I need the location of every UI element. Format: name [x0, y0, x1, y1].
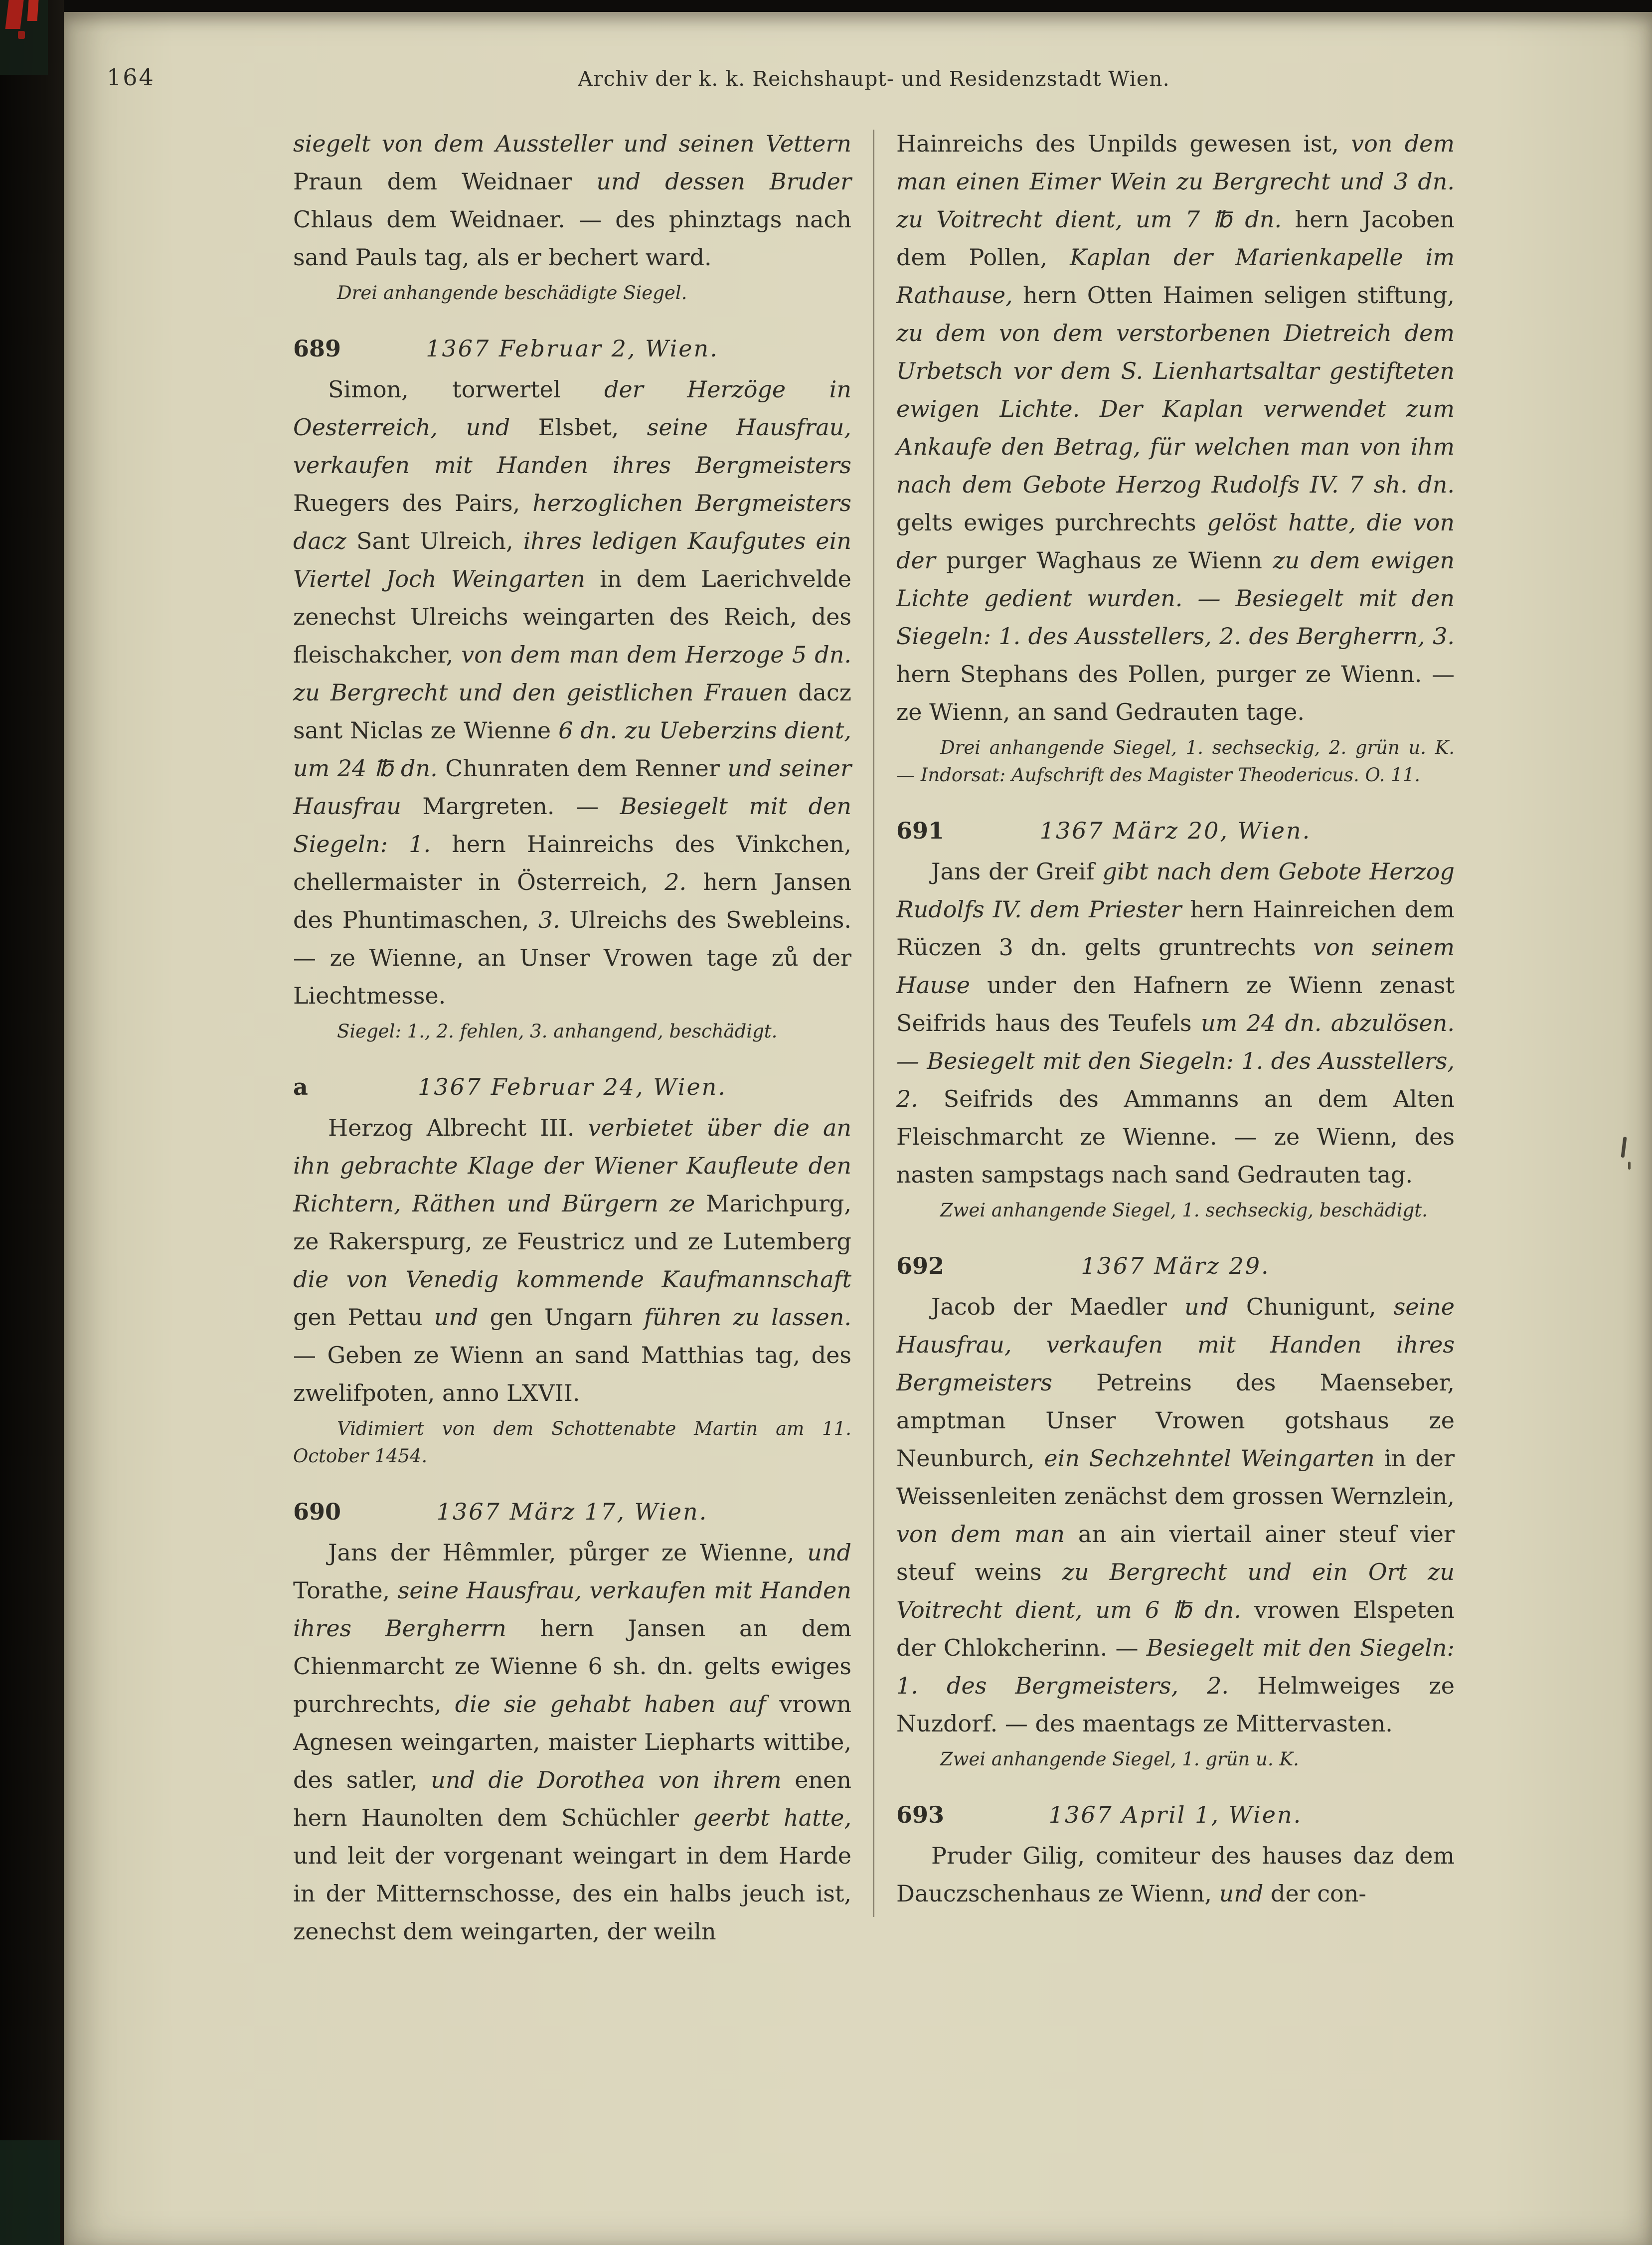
entry-body: Simon, torwertel der Herzöge in Oesterreich, und Elsbet, seine Hausfrau, verkaufen mit Handen ihres Bergmeisters Ruegers des Pairs, herzoglichen Bergmeisters dacz Sant Ulreich, ihres ledigen Kaufgutes ein Viertel Joch Weingarten in dem Laerichvelde zenechst Ulreichs weingarten des Reich, des fleischakcher, von dem man dem Herzoge 5 dn. zu Bergrecht und den geistlichen Frauen dacz sant Niclas ze Wienne 6 dn. zu Ueberzins dient, um 24 ℔ dn. Chunraten dem Renner und seiner Hausfrau Margreten. — Besiegelt mit den Siegeln: 1. hern Hainreichs des Vinkchen, chellermaister in Österreich, 2. hern Jansen des Phuntimaschen, 3. Ulreichs des Swebleins. — ze Wienne, an Unser Vrowen tage zů der Liechtmesse.: [293, 376, 852, 1009]
seal-note: Drei anhangende Siegel, 1. sechseckig, 2. grün u. K. — Indorsat: Aufschrift des Magister Theodericus. O. 11.: [896, 737, 1455, 786]
entry-body: Jacob der Maedler und Chunigunt, seine Hausfrau, verkaufen mit Handen ihres Bergmeisters Petreins des Maenseber, amptman Unser Vrowen gotshaus ze Neunburch, ein Sechzehntel Weingarten in der Weissenleiten zenächst dem grossen Wernzlein, von dem man an ain viertail ainer steuf vier steuf weins zu Bergrecht und ein Ort zu Voitrecht dient, um 6 ℔ dn. vrowen Elspeten der Chlokcherinn. — Besiegelt mit den Siegeln: 1. des Bergmeisters, 2. Helmweiges ze Nuzdorf. — des maentags ze Mittervasten.: [896, 1293, 1455, 1737]
entry-body: Jans der Hêmmler, půrger ze Wienne, und Torathe, seine Hausfrau, verkaufen mit Handen ihres Bergherrn hern Jansen an dem Chienmarcht ze Wienne 6 sh. dn. gelts ewiges purchrechts, die sie gehabt haben auf vrown Agnesen weingarten, maister Liepharts wittibe, des satler, und die Dorothea von ihrem enen hern Haunolten dem Schüchler geerbt hatte, und leit der vorgenant weingart in dem Harde in der Mitternschosse, des ein halbs jeuch ist, zenechst dem weingarten, der weiln: [293, 1539, 852, 1945]
seal-note: Drei anhangende beschädigte Siegel.: [337, 282, 687, 304]
entry-heading: [293, 1493, 851, 1531]
right-column: [896, 125, 1455, 1950]
left-column: [293, 125, 851, 1950]
entry-date: 1367 Februar 2, Wien.: [426, 335, 719, 362]
red-ink-mark: [18, 31, 25, 39]
continuation-paragraph: Hainreichs des Unpilds gewesen ist, von dem man einen Eimer Wein zu Bergrecht und 3 dn. zu Voitrecht dient, um 7 ℔ dn. hern Jacoben dem Pollen, Kaplan der Marienkapelle im Rathause, hern Otten Haimen seligen stiftung, zu dem von dem verstorbenen Dietreich dem Urbetsch vor dem S. Lienhartsaltar gestifteten ewigen Lichte. Der Kaplan verwendet zum Ankaufe den Betrag, für welchen man von ihm nach dem Gebote Herzog Rudolfs IV. 7 sh. dn. gelts ewiges purchrechts gelöst hatte, die von der purger Waghaus ze Wienn zu dem ewigen Lichte gedient wurden. — Besiegelt mit den Siegeln: 1. des Ausstellers, 2. des Bergherrn, 3. hern Stephans des Pollen, purger ze Wienn. — ze Wienn, an sand Gedrauten tage.: [896, 130, 1455, 725]
entry-heading: [293, 1068, 851, 1106]
entry-number: 693: [896, 1801, 945, 1828]
entry-date: 1367 Februar 24, Wien.: [418, 1073, 727, 1100]
page-number: 164: [107, 64, 155, 91]
entry-heading: [293, 330, 851, 367]
text-block: [293, 125, 1455, 1950]
entry-body: Pruder Gilig, comiteur des hauses daz dem Dauczschenhaus ze Wienn, und der con-: [896, 1842, 1455, 1907]
entry-date: 1367 März 29.: [1081, 1252, 1270, 1279]
entry-body: Jans der Greif gibt nach dem Gebote Herzog Rudolfs IV. dem Priester hern Hainreichen dem Rüczen 3 dn. gelts gruntrechts von seinem Hause under den Hafnern ze Wienn zenast Seifrids haus des Teufels um 24 dn. abzulösen. — Besiegelt mit den Siegeln: 1. des Ausstellers, 2. Seifrids des Ammanns an dem Alten Fleischmarcht ze Wienne. — ze Wienn, des nasten sampstags nach sand Gedrauten tag.: [896, 858, 1455, 1188]
entry-heading: [896, 1247, 1455, 1285]
entry-number: 689: [293, 335, 341, 362]
entry-number: 692: [896, 1252, 945, 1279]
corner-artifact-bottom: [0, 2140, 60, 2245]
entry-heading: [896, 1796, 1455, 1834]
continuation-paragraph: siegelt von dem Aussteller und seinen Vettern Praun dem Weidnaer und dessen Bruder Chlaus dem Weidnaer. — des phinztags nach sand Pauls tag, als er bechert ward.: [293, 130, 851, 271]
entry-date: 1367 März 17, Wien.: [436, 1498, 708, 1525]
seal-note: Siegel: 1., 2. fehlen, 3. anhangend, beschädigt.: [337, 1021, 778, 1042]
seal-note: Vidimiert von dem Schottenabte Martin am 11. October 1454.: [293, 1418, 851, 1467]
entry-date: 1367 April 1, Wien.: [1048, 1801, 1303, 1828]
seal-note: Zwei anhangende Siegel, 1. grün u. K.: [940, 1748, 1299, 1770]
entry-date: 1367 März 20, Wien.: [1039, 817, 1312, 844]
entry-body: Herzog Albrecht III. verbietet über die an ihn gebrachte Klage der Wiener Kaufleute den Richtern, Räthen und Bürgern ze Marichpurg, ze Rakerspurg, ze Feustricz und ze Lutemberg die von Venedig kommende Kaufmannschaft gen Pettau und gen Ungarn führen zu lassen. — Geben ze Wienn an sand Matthias tag, des zwelifpoten, anno LXVII.: [293, 1114, 852, 1406]
margin-ink-mark: [1621, 1137, 1627, 1158]
margin-ink-mark: [1628, 1162, 1631, 1170]
page-paper: [64, 12, 1652, 2245]
book-spine-shadow: [0, 0, 64, 2245]
entry-number: 690: [293, 1498, 341, 1525]
red-ink-mark: [27, 0, 39, 21]
seal-note: Zwei anhangende Siegel, 1. sechseckig, beschädigt.: [940, 1200, 1428, 1221]
entry-number: 691: [896, 817, 945, 844]
running-header: Archiv der k. k. Reichshaupt- und Residenzstadt Wien.: [578, 67, 1170, 91]
entry-heading: [896, 812, 1455, 850]
entry-number: a: [293, 1073, 308, 1100]
